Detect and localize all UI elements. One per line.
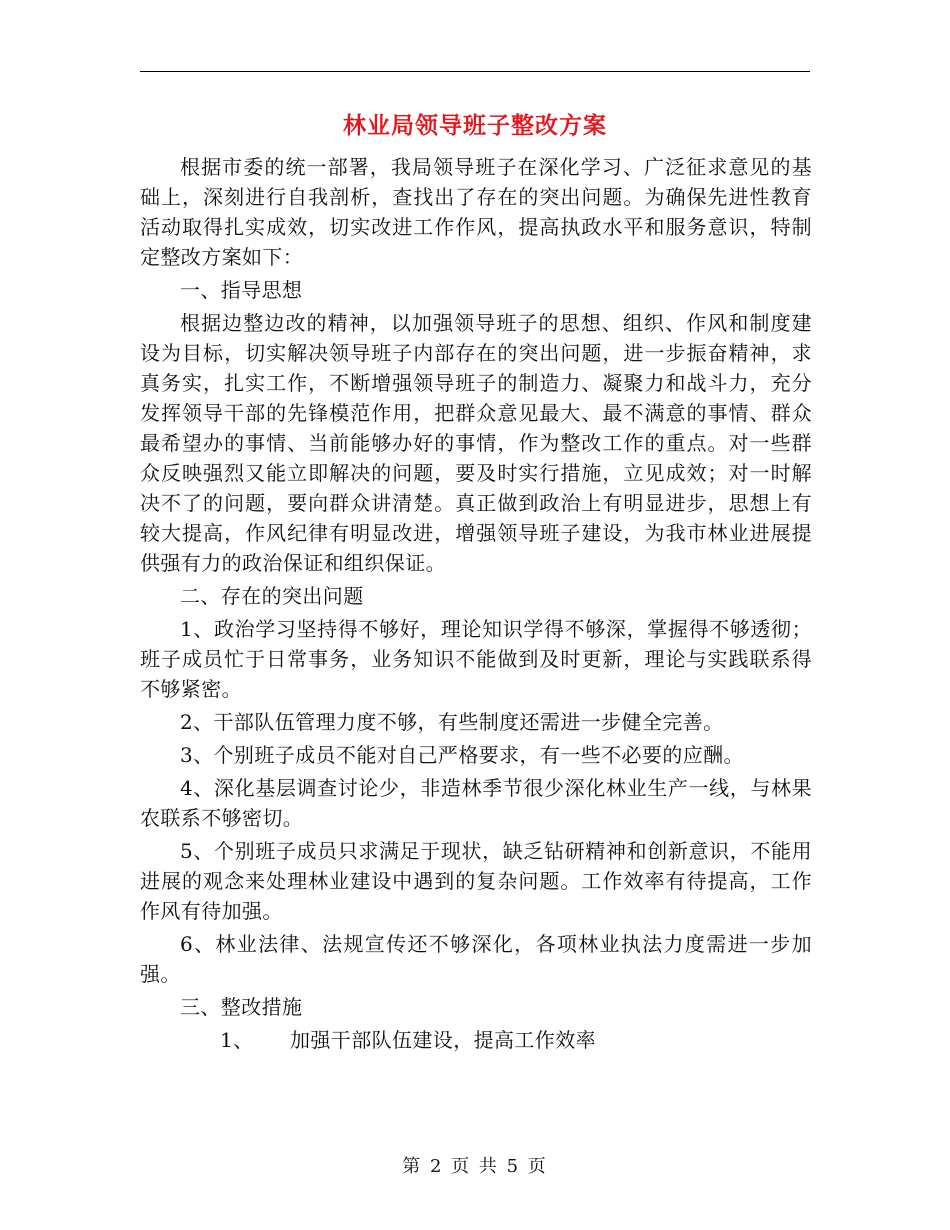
guiding-ideology-paragraph: 根据边整边改的精神，以加强领导班子的思想、组织、作风和制度建设为目标，切实解决领导班子内部存在的突出问题，进一步振奋精神，求真务实，扎实工作，不断增强领导班子的制造力、凝聚力和战斗力，充分发挥领导干部的先锋模范作用，把群众意见最大、最不满意的事情、群众最希望办的事情、当前能够办好的事情，作为整改工作的重点。对一些群众反映强烈又能立即解决的问题，要及时实行措施，立见成效；对一时解决不了的问题，要向群众讲清楚。真正做到政治上有明显进步，思想上有较大提高，作风纪律有明显改进，增强领导班子建设，为我市林业进展提供强有力的政治保证和组织保证。	[140, 311, 812, 575]
measure-item-text: 加强干部队伍建设，提高工作效率	[290, 1028, 596, 1052]
document-body	[140, 152, 812, 1058]
problem-item-6: 6、林业法律、法规宣传还不够深化，各项林业执法力度需进一步加强。	[140, 932, 812, 986]
section-heading-measures: 三、整改措施	[180, 995, 303, 1019]
measure-item-1	[140, 1025, 812, 1055]
problem-item-3: 3、个别班子成员不能对自己严格要求，有一些不必要的应酬。	[180, 743, 744, 767]
section-heading-guiding-ideology: 一、指导思想	[180, 278, 303, 302]
problem-item-5: 5、个别班子成员只求满足于现状，缺乏钻研精神和创新意识，不能用进展的观念来处理林业建设中遇到的复杂问题。工作效率有待提高，工作作风有待加强。	[140, 839, 812, 923]
header-rule	[140, 71, 810, 72]
problem-item-2: 2、干部队伍管理力度不够，有些制度还需进一步健全完善。	[180, 710, 724, 734]
page-number-footer: 第 2 页 共 5 页	[402, 1156, 548, 1177]
document-title: 林业局领导班子整改方案	[343, 112, 607, 139]
problem-item-4: 4、深化基层调查讨论少，非造林季节很少深化林业生产一线，与林果农联系不够密切。	[140, 776, 812, 830]
problem-item-1: 1、政治学习坚持得不够好，理论知识学得不够深，掌握得不够透彻；班子成员忙于日常事务，业务知识不能做到及时更新，理论与实践联系得不够紧密。	[140, 617, 812, 701]
section-heading-problems: 二、存在的突出问题	[180, 584, 364, 608]
intro-paragraph: 根据市委的统一部署，我局领导班子在深化学习、广泛征求意见的基础上，深刻进行自我剖析，查找出了存在的突出问题。为确保先进性教育活动取得扎实成效，切实改进工作作风，提高执政水平和服务意识，特制定整改方案如下：	[140, 155, 812, 269]
measure-item-number: 1、	[220, 1028, 254, 1052]
